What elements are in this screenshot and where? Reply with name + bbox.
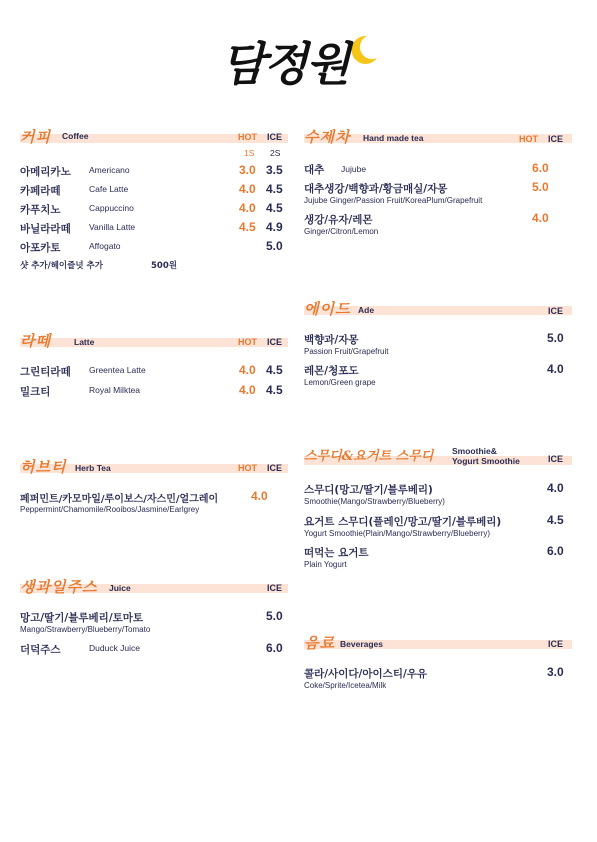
item-name-kr: 대추 bbox=[304, 164, 325, 176]
item-name-en: Ginger/Citron/Lemon bbox=[304, 227, 379, 236]
item-name-en: Jujube Ginger/Passion Fruit/KoreaPlum/Grapefruit bbox=[304, 196, 483, 205]
section-subtitle: Coffee bbox=[62, 131, 89, 141]
ice-column-label: ICE bbox=[267, 337, 283, 347]
price-ice: 5.0 bbox=[266, 609, 283, 623]
item-name-en: Jujube bbox=[341, 164, 367, 174]
item-name-en: Vanilla Latte bbox=[89, 222, 136, 232]
price-hot: 4.0 bbox=[239, 182, 256, 196]
section-subtitle-line2: Yogurt Smoothie bbox=[452, 456, 520, 466]
item-name-kr: 밀크티 bbox=[20, 386, 51, 398]
hot-column-label: HOT bbox=[238, 132, 257, 142]
price-ice: 4.9 bbox=[266, 220, 283, 234]
price-hot: 4.0 bbox=[532, 211, 549, 225]
item-name-kr: 카페라떼 bbox=[20, 185, 61, 197]
price-ice: 4.5 bbox=[266, 363, 283, 377]
section-subtitle: Ade bbox=[358, 305, 375, 315]
item-name-kr: 카푸치노 bbox=[20, 204, 61, 216]
coffee-header bbox=[20, 128, 288, 148]
section-subtitle: Hand made tea bbox=[363, 133, 424, 143]
price-ice: 6.0 bbox=[266, 641, 283, 655]
item-name-en: Yogurt Smoothie(Plain/Mango/Strawberry/Blueberry) bbox=[304, 529, 491, 538]
item-name-en: Plain Yogurt bbox=[304, 560, 347, 569]
item-name-en: Cafe Latte bbox=[89, 184, 129, 194]
juice-header bbox=[20, 578, 288, 598]
ade-header bbox=[304, 300, 572, 320]
item-name-kr: 스무디(망고/딸기/블루베리) bbox=[304, 484, 433, 496]
price-hot: 5.0 bbox=[532, 180, 549, 194]
item-name-kr: 떠먹는 요거트 bbox=[304, 547, 369, 559]
price-hot: 4.5 bbox=[239, 220, 256, 234]
item-name-en: Peppermint/Chamomile/Rooibos/Jasmine/Earlgrey bbox=[20, 505, 200, 514]
item-name-en: Duduck Juice bbox=[89, 643, 141, 653]
section-subtitle: Latte bbox=[74, 337, 95, 347]
item-name-kr: 그린티라떼 bbox=[20, 366, 71, 378]
ice-column-label: ICE bbox=[267, 463, 283, 473]
item-name-en: Coke/Sprite/Icetea/Milk bbox=[304, 681, 387, 690]
add-shot-price: 500원 bbox=[151, 261, 177, 271]
item-name-en: Smoothie(Mango/Strawberry/Blueberry) bbox=[304, 497, 445, 506]
item-name-en: Cappuccino bbox=[89, 203, 134, 213]
item-name-kr: 더덕주스 bbox=[20, 644, 61, 656]
item-name-kr: 대추생강/백향과/황금매실/자몽 bbox=[304, 183, 448, 195]
item-name-en: Americano bbox=[89, 165, 130, 175]
price-ice: 4.5 bbox=[266, 182, 283, 196]
handmade-tea-section bbox=[304, 128, 572, 236]
price-ice: 4.5 bbox=[266, 201, 283, 215]
price-ice: 4.5 bbox=[547, 513, 564, 527]
price-ice: 6.0 bbox=[547, 544, 564, 558]
item-name-en: Passion Fruit/Grapefruit bbox=[304, 347, 389, 356]
section-title: 라떼 bbox=[20, 332, 51, 350]
item-name-kr: 요거트 스무디(플레인/망고/딸기/블루베리) bbox=[304, 516, 502, 528]
juice-section bbox=[20, 578, 288, 656]
ice-column-label: ICE bbox=[267, 132, 283, 142]
price-ice: 4.0 bbox=[547, 362, 564, 376]
section-subtitle: Herb Tea bbox=[75, 463, 111, 473]
hot-column-label: HOT bbox=[519, 134, 538, 144]
price-ice: 4.0 bbox=[547, 481, 564, 495]
item-name-kr: 페퍼민트/카모마일/루이보스/자스민/얼그레이 bbox=[20, 494, 219, 505]
smoothie-header bbox=[304, 448, 572, 468]
section-title: 음료 bbox=[304, 634, 335, 652]
coffee-section bbox=[20, 128, 288, 271]
section-title: 허브티 bbox=[20, 458, 67, 476]
price-hot: 4.0 bbox=[239, 201, 256, 215]
item-name-kr: 레몬/청포도 bbox=[304, 365, 359, 377]
price-hot: 4.0 bbox=[251, 489, 268, 503]
section-title: 커피 bbox=[20, 128, 51, 146]
beverages-header bbox=[304, 634, 572, 654]
ice-column-label: ICE bbox=[548, 306, 564, 316]
item-name-en: Greentea Latte bbox=[89, 365, 146, 375]
latte-header bbox=[20, 332, 288, 352]
item-name-kr: 백향과/자몽 bbox=[304, 334, 359, 346]
price-ice: 4.5 bbox=[266, 383, 283, 397]
price-ice: 3.5 bbox=[266, 163, 283, 177]
price-hot: 4.0 bbox=[239, 363, 256, 377]
ice-column-label: ICE bbox=[548, 134, 564, 144]
size-ice-label: 2S bbox=[270, 148, 281, 158]
ice-column-label: ICE bbox=[548, 454, 564, 464]
item-name-kr: 생강/유자/레몬 bbox=[304, 214, 373, 226]
item-name-kr: 아포카토 bbox=[20, 242, 61, 254]
herb-tea-section bbox=[20, 458, 288, 514]
size-hot-label: 1S bbox=[244, 148, 255, 158]
section-title: 수제차 bbox=[304, 128, 351, 146]
ade-section bbox=[304, 300, 572, 387]
smoothie-section bbox=[304, 446, 572, 569]
handmade-tea-header bbox=[304, 128, 572, 148]
item-name-kr: 콜라/사이다/아이스티/우유 bbox=[304, 668, 428, 680]
price-hot: 6.0 bbox=[532, 161, 549, 175]
section-title: 에이드 bbox=[304, 300, 351, 318]
section-title: 생과일주스 bbox=[20, 578, 98, 596]
section-subtitle: Juice bbox=[109, 583, 131, 593]
item-name-en: Affogato bbox=[89, 241, 121, 251]
hot-column-label: HOT bbox=[238, 337, 257, 347]
beverages-section bbox=[304, 634, 572, 690]
hot-column-label: HOT bbox=[238, 463, 257, 473]
price-ice: 3.0 bbox=[547, 665, 564, 679]
item-name-kr: 바닐라라떼 bbox=[20, 223, 71, 235]
ice-column-label: ICE bbox=[548, 639, 564, 649]
add-shot-note: 샷 추가/헤이즐넛 추가 bbox=[20, 261, 103, 271]
section-subtitle: Beverages bbox=[340, 639, 384, 649]
ice-column-label: ICE bbox=[267, 583, 283, 593]
section-title: 스무디&요거트 스무디 bbox=[304, 449, 434, 464]
price-ice: 5.0 bbox=[266, 239, 283, 253]
section-subtitle-line1: Smoothie& bbox=[452, 446, 497, 456]
price-ice: 5.0 bbox=[547, 331, 564, 345]
latte-section bbox=[20, 332, 288, 398]
item-name-en: Mango/Strawberry/Blueberry/Tomato bbox=[20, 625, 151, 634]
item-name-en: Lemon/Green grape bbox=[304, 378, 376, 387]
item-name-en: Royal Milktea bbox=[89, 385, 141, 395]
herb-tea-header bbox=[20, 458, 288, 478]
item-name-kr: 망고/딸기/블루베리/토마토 bbox=[20, 612, 144, 624]
logo bbox=[215, 30, 385, 102]
logo-text: 담정원 bbox=[221, 37, 349, 91]
price-hot: 4.0 bbox=[239, 383, 256, 397]
item-name-kr: 아메리카노 bbox=[20, 166, 71, 178]
price-hot: 3.0 bbox=[239, 163, 256, 177]
